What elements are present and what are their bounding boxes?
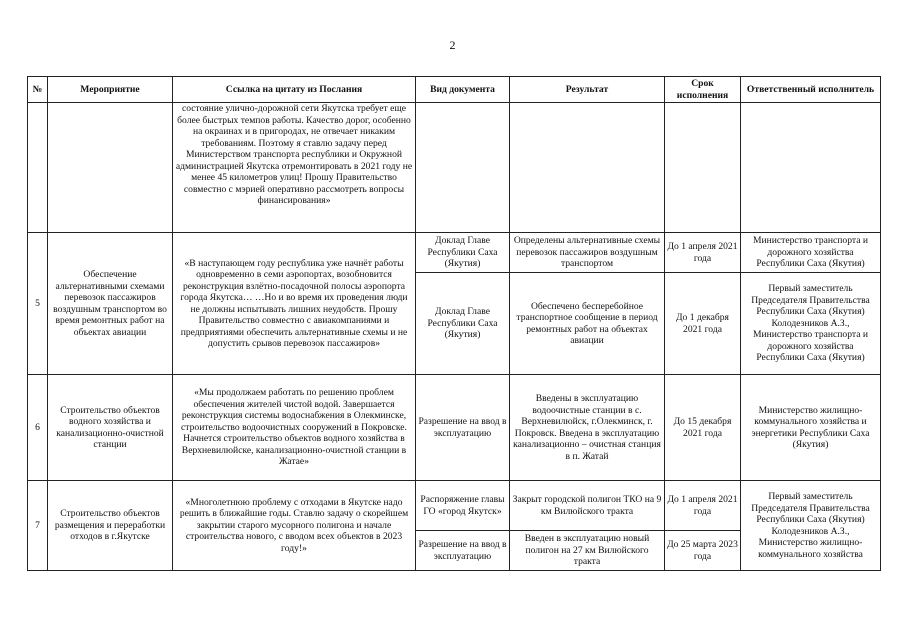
result-cell: Введены в эксплуатацию водоочистные станции в с. Верхневилюйск, г.Олекминск, г. Покровск. Введена в эксплуатацию канализационно – очистная станция в п. Жатай — [510, 375, 665, 481]
deadline-cell: До 1 апреля 2021 года — [665, 481, 741, 531]
doc-type-cell: Распоряжение главы ГО «город Якутск» — [416, 481, 510, 531]
table-row — [28, 375, 881, 481]
responsible-cell: Министерство транспорта и дорожного хозяйства Республики Саха (Якутия) — [741, 233, 881, 273]
event-cell: Строительство объектов размещения и переработки отходов в г.Якутске — [48, 481, 173, 571]
responsible-cell: Первый заместитель Председателя Правительства Республики Саха (Якутия) Колодезников А.З., Министерство жилищно-коммунального хозяйства — [741, 481, 881, 571]
header-event: Мероприятие — [48, 77, 173, 103]
result-cell: Закрыт городской полигон ТКО на 9 км Вилюйского тракта — [510, 481, 665, 531]
table-row — [28, 103, 881, 233]
header-responsible: Ответственный исполнитель — [741, 77, 881, 103]
result-cell: Введен в эксплуатацию новый полигон на 27 км Вилюйского тракта — [510, 531, 665, 571]
table-row — [28, 233, 881, 273]
row-number: 6 — [28, 375, 48, 481]
deadline-cell: До 15 декабря 2021 года — [665, 375, 741, 481]
header-num: № — [28, 77, 48, 103]
doc-type-cell: Доклад Главе Республики Саха (Якутия) — [416, 273, 510, 375]
row-number: 5 — [28, 233, 48, 375]
doc-type-cell: Разрешение на ввод в эксплуатацию — [416, 375, 510, 481]
action-plan-table — [27, 76, 881, 571]
quote-cell: «В наступающем году республика уже начнёт работы одновременно в семи аэропортах, возобновится реконструкция взлётно-посадочной полосы аэропорта города Якутска… …Но и во время их проведения люди не должны испытывать лишних неудобств. Прошу Правительство совместно с авиакомпаниями и предприятиями обеспечить альтернативные схемы и не допустить срывов перевозок пассажиров» — [173, 233, 416, 375]
responsible-cell: Первый заместитель Председателя Правительства Республики Саха (Якутия) Колодезников А.З., Министерство транспорта и дорожного хозяйства Республики Саха (Якутия) — [741, 273, 881, 375]
deadline-cell: До 25 марта 2023 года — [665, 531, 741, 571]
quote-cell: «Мы продолжаем работать по решению проблем обеспечения жителей чистой водой. Завершается реконструкция системы водоснабжения в Олекминске, строительство водоочистных сооружений в Покровске. Начнется строительство объектов водного хозяйства в Верхневилюйске, канализационно-очистной станции в Жатае» — [173, 375, 416, 481]
doc-type-cell: Доклад Главе Республики Саха (Якутия) — [416, 233, 510, 273]
result-cell: Определены альтернативные схемы перевозок пассажиров воздушным транспортом — [510, 233, 665, 273]
deadline-cell: До 1 апреля 2021 года — [665, 233, 741, 273]
header-result: Результат — [510, 77, 665, 103]
table-row — [28, 481, 881, 531]
header-doc-type: Вид документа — [416, 77, 510, 103]
quote-cell: состояние улично-дорожной сети Якутска требует еще более быстрых темпов работы. Качество дорог, особенно на окраинах и в пригородах, не отвечает никаким требованиям. Поэтому я ставлю задачу перед Министерством транспорта республики и Окружной администрацией Якутска отремонтировать в 2021 году не менее 45 километров улиц! Прошу Правительство совместно с мэрией оперативно рассмотреть вопросы финансирования» — [173, 103, 416, 233]
doc-type-cell: Разрешение на ввод в эксплуатацию — [416, 531, 510, 571]
responsible-cell: Министерство жилищно-коммунального хозяйства и энергетики Республики Саха (Якутия) — [741, 375, 881, 481]
header-deadline: Срок исполнения — [665, 77, 741, 103]
header-quote: Ссылка на цитату из Послания — [173, 77, 416, 103]
event-cell: Обеспечение альтернативными схемами перевозок пассажиров воздушным транспортом во время ремонтных работ на объектах авиации — [48, 233, 173, 375]
table-header-row — [28, 77, 881, 103]
deadline-cell: До 1 декабря 2021 года — [665, 273, 741, 375]
row-number: 7 — [28, 481, 48, 571]
result-cell: Обеспечено бесперебойное транспортное сообщение в период ремонтных работ на объектах авиации — [510, 273, 665, 375]
event-cell: Строительство объектов водного хозяйства и канализационно-очистной станции — [48, 375, 173, 481]
page-number: 2 — [449, 38, 456, 52]
quote-cell: «Многолетнюю проблему с отходами в Якутске надо решить в ближайшие годы. Ставлю задачу о скорейшем закрытии старого мусорного полигона и начале строительства нового, с вводом всех объектов в 2023 году!» — [173, 481, 416, 571]
